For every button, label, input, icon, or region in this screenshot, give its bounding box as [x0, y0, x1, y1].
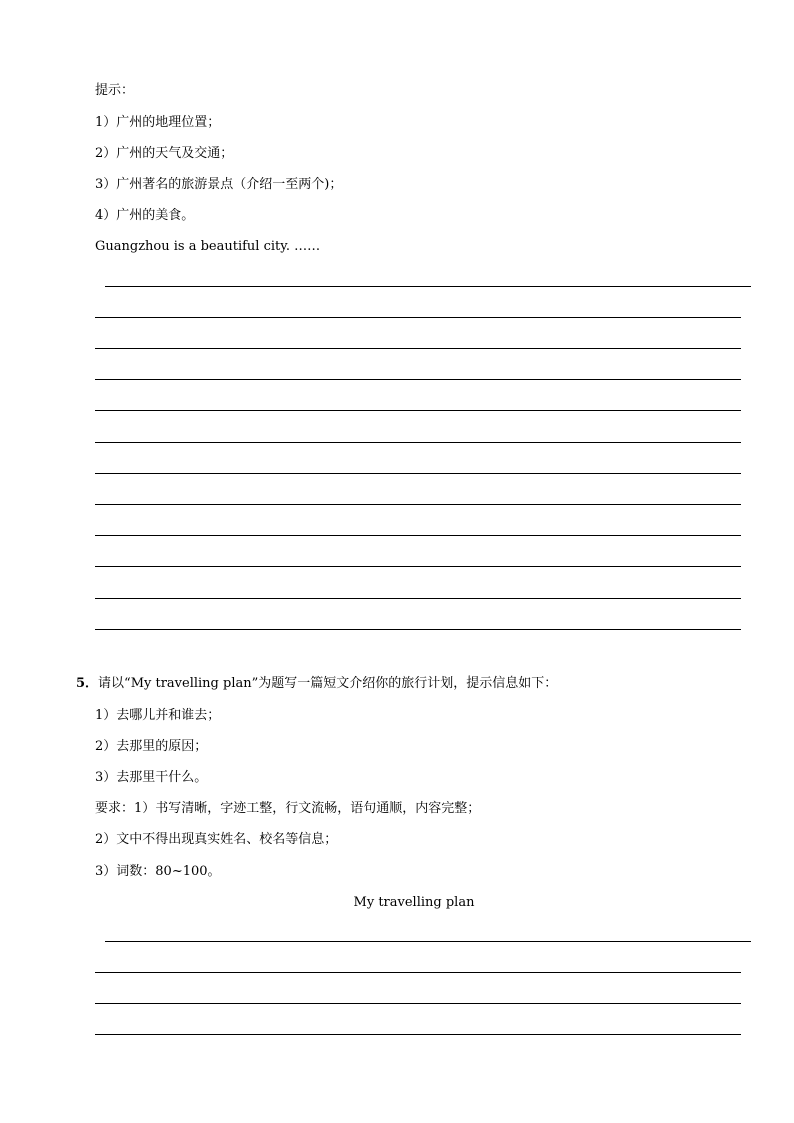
q5-prompt: 请以“My travelling plan”为题写一篇短文介绍你的旅行计划，提示信息如下：: [98, 676, 558, 691]
writing-line: [95, 629, 741, 630]
q4-hint-2: 2）广州的天气及交通；: [95, 146, 234, 161]
question-number: 5．: [76, 676, 99, 691]
writing-line: [95, 535, 741, 536]
writing-line: [95, 348, 741, 349]
writing-line: [95, 1003, 741, 1004]
essay-title: My travelling plan: [353, 895, 475, 910]
q5-hint-3: 3）去那里干什么。: [95, 770, 208, 785]
writing-line: [95, 473, 741, 474]
writing-line: [95, 972, 741, 973]
q5-prompt-line: [76, 675, 557, 693]
writing-line: [95, 1034, 741, 1035]
q5-hint-1: 1）去哪儿并和谁去；: [95, 708, 221, 723]
writing-line: [105, 941, 751, 942]
writing-line: [95, 317, 741, 318]
q5-requirement-1: 要求：1）书写清晰，字迹工整，行文流畅，语句通顺，内容完整；: [95, 801, 481, 816]
writing-line: [95, 598, 741, 599]
q5-requirement-2: 2）文中不得出现真实姓名、校名等信息；: [95, 832, 338, 847]
writing-line: [95, 566, 741, 567]
writing-line: [95, 410, 741, 411]
q5-hint-2: 2）去那里的原因；: [95, 739, 208, 754]
q5-requirement-3: 3）词数：80~100。: [95, 864, 221, 879]
writing-line: [95, 504, 741, 505]
writing-line: [95, 379, 741, 380]
writing-line: [105, 286, 751, 287]
q4-opening-sentence: Guangzhou is a beautiful city. ……: [95, 239, 321, 254]
q4-hint-1: 1）广州的地理位置；: [95, 115, 221, 130]
hint-label: 提示：: [95, 83, 135, 98]
q4-hint-4: 4）广州的美食。: [95, 208, 195, 223]
writing-line: [95, 442, 741, 443]
q4-hint-3: 3）广州著名的旅游景点（介绍一至两个)；: [95, 177, 343, 192]
